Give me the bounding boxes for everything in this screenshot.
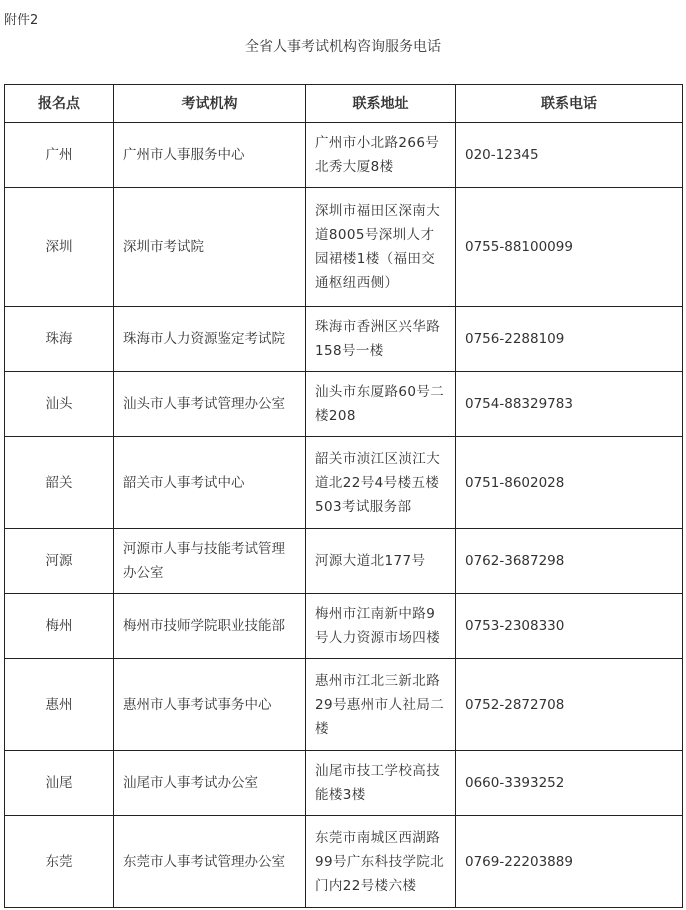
cell-city: 惠州 [5, 659, 114, 751]
table-row [5, 594, 683, 659]
column-header-address: 联系地址 [306, 85, 456, 123]
cell-address: 韶关市浈江区浈江大道北22号4号楼五楼503考试服务部 [306, 437, 456, 529]
cell-city: 韶关 [5, 437, 114, 529]
cell-phone: 0751-8602028 [456, 437, 683, 529]
cell-phone: 0753-2308330 [456, 594, 683, 659]
cell-address: 东莞市南城区西湖路99号广东科技学院北门内22号楼六楼 [306, 816, 456, 908]
column-header-organization: 考试机构 [114, 85, 306, 123]
cell-address: 河源大道北177号 [306, 529, 456, 594]
cell-address: 汕头市东厦路60号二楼208 [306, 372, 456, 437]
cell-organization: 梅州市技师学院职业技能部 [114, 594, 306, 659]
cell-address: 惠州市江北三新北路29号惠州市人社局二楼 [306, 659, 456, 751]
cell-organization: 东莞市人事考试管理办公室 [114, 816, 306, 908]
contact-table [4, 84, 683, 908]
attachment-label: 附件2 [4, 13, 39, 28]
table-header-row [5, 85, 683, 123]
table-row [5, 816, 683, 908]
cell-organization: 惠州市人事考试事务中心 [114, 659, 306, 751]
table-row [5, 372, 683, 437]
column-header-city: 报名点 [5, 85, 114, 123]
table-row [5, 307, 683, 372]
page-title: 全省人事考试机构咨询服务电话 [245, 39, 441, 55]
table-row [5, 659, 683, 751]
cell-city: 汕头 [5, 372, 114, 437]
table-row [5, 529, 683, 594]
cell-address: 深圳市福田区深南大道8005号深圳人才园裙楼1楼（福田交通枢纽西侧） [306, 188, 456, 307]
cell-phone: 0762-3687298 [456, 529, 683, 594]
cell-city: 广州 [5, 123, 114, 188]
table-row [5, 188, 683, 307]
cell-organization: 广州市人事服务中心 [114, 123, 306, 188]
cell-organization: 汕尾市人事考试办公室 [114, 751, 306, 816]
cell-organization: 汕头市人事考试管理办公室 [114, 372, 306, 437]
cell-phone: 0755-88100099 [456, 188, 683, 307]
cell-city: 梅州 [5, 594, 114, 659]
cell-city: 深圳 [5, 188, 114, 307]
cell-city: 河源 [5, 529, 114, 594]
cell-organization: 韶关市人事考试中心 [114, 437, 306, 529]
cell-organization: 深圳市考试院 [114, 188, 306, 307]
cell-phone: 0754-88329783 [456, 372, 683, 437]
cell-address: 广州市小北路266号北秀大厦8楼 [306, 123, 456, 188]
cell-city: 汕尾 [5, 751, 114, 816]
cell-phone: 0752-2872708 [456, 659, 683, 751]
cell-phone: 0769-22203889 [456, 816, 683, 908]
cell-city: 珠海 [5, 307, 114, 372]
cell-city: 东莞 [5, 816, 114, 908]
cell-address: 珠海市香洲区兴华路158号一楼 [306, 307, 456, 372]
table-row [5, 751, 683, 816]
column-header-phone: 联系电话 [456, 85, 683, 123]
cell-phone: 0660-3393252 [456, 751, 683, 816]
table-row [5, 437, 683, 529]
cell-address: 梅州市江南新中路9号人力资源市场四楼 [306, 594, 456, 659]
cell-address: 汕尾市技工学校高技能楼3楼 [306, 751, 456, 816]
cell-phone: 020-12345 [456, 123, 683, 188]
table-row [5, 123, 683, 188]
cell-phone: 0756-2288109 [456, 307, 683, 372]
cell-organization: 珠海市人力资源鉴定考试院 [114, 307, 306, 372]
cell-organization: 河源市人事与技能考试管理办公室 [114, 529, 306, 594]
